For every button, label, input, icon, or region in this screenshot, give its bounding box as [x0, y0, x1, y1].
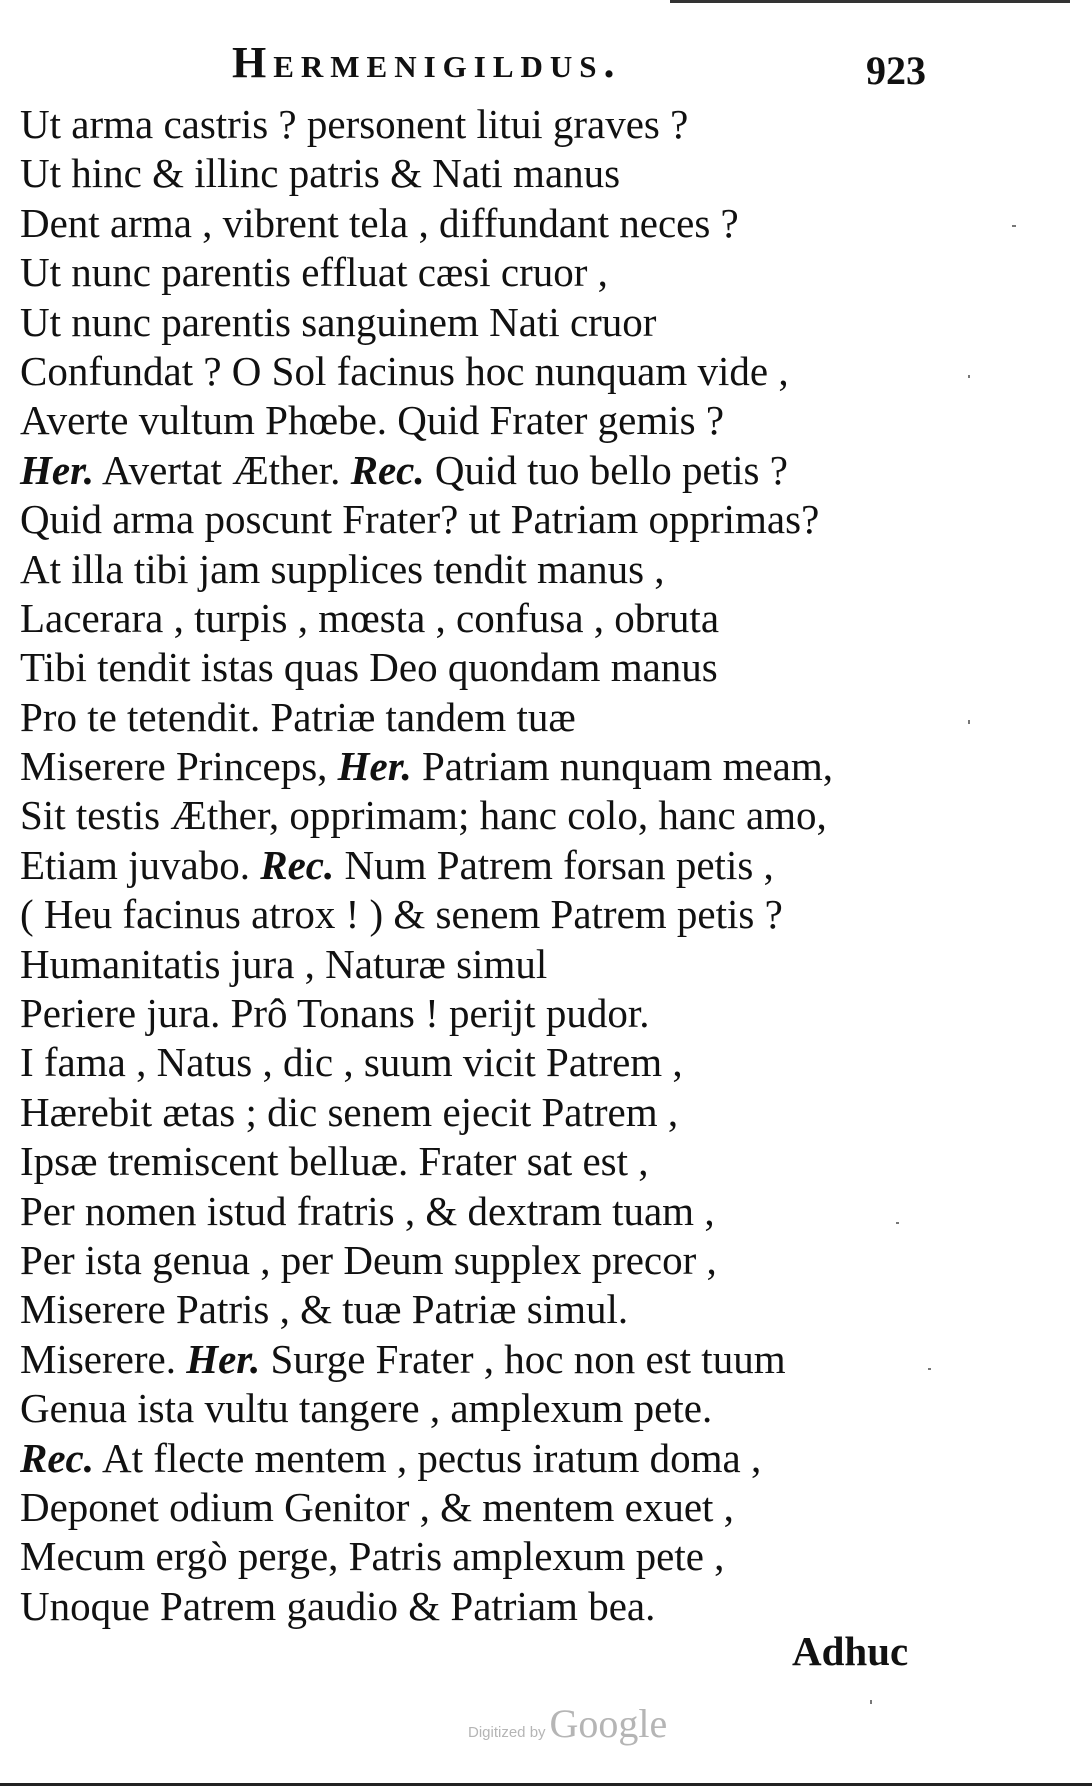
verse-text-segment: Periere jura. Prô Tonans ! perijt pudor. [20, 990, 650, 1037]
speaker-label: Her. [186, 1335, 261, 1382]
digitization-watermark [468, 1702, 667, 1755]
verse-line [20, 1137, 1060, 1186]
verse-text-segment: Miserere Princeps, [20, 743, 328, 790]
catchword: Adhuc [792, 1628, 909, 1674]
top-edge-rule [670, 0, 1070, 3]
verse-line [20, 890, 1060, 939]
verse-line [20, 298, 1060, 347]
ink-speck [896, 1222, 899, 1224]
verse-text-segment: Patriam nunquam meam, [421, 743, 833, 790]
verse-text-segment: Confundat ? O Sol facinus hoc nunquam vide , [20, 347, 789, 394]
verse-text-segment: Avertat Æther. [102, 446, 341, 493]
verse-line [20, 989, 1060, 1038]
verse-line [20, 1088, 1060, 1137]
speaker-label: Rec. [350, 446, 425, 493]
ink-speck [928, 1368, 931, 1370]
verse-line [20, 495, 1060, 544]
verse-line [20, 693, 1060, 742]
ink-speck [968, 375, 970, 378]
verse-text-segment: Tibi tendit istas quas Deo quondam manus [20, 644, 718, 691]
page-header [0, 38, 1092, 93]
verse-text-segment: Per ista genua , per Deum supplex precor , [20, 1236, 717, 1283]
verse-text-segment: At flecte mentem , pectus iratum doma , [102, 1434, 762, 1481]
verse-line [20, 1582, 1060, 1631]
verse-text-segment: Quid arma poscunt Frater? ut Patriam opprimas? [20, 496, 820, 543]
verse-line [20, 791, 1060, 840]
speaker-label: Rec. [260, 841, 335, 888]
verse-text-segment: Surge Frater , hoc non est tuum [270, 1335, 786, 1382]
speaker-label: Her. [20, 446, 95, 493]
ink-speck [968, 720, 970, 724]
verse-line [20, 446, 1060, 495]
verse-text-segment: Lacerara , turpis , mœsta , confusa , obruta [20, 594, 720, 641]
verse-line [20, 1483, 1060, 1532]
verse-text-segment: Num Patrem forsan petis , [344, 841, 774, 888]
verse-line [20, 1038, 1060, 1087]
verse-text-segment: Etiam juvabo. [20, 841, 251, 888]
verse-line [20, 1335, 1060, 1384]
speaker-label: Rec. [20, 1434, 94, 1481]
bottom-edge-rule [0, 1783, 1092, 1786]
verse-text-segment: Averte vultum Phœbe. Quid Frater gemis ? [20, 397, 725, 444]
verse-text-segment: Ut nunc parentis sanguinem Nati cruor [20, 298, 657, 345]
verse-line [20, 643, 1060, 692]
running-title: Hermenigildus. [232, 38, 622, 87]
verse-text-segment: Miserere. [20, 1335, 176, 1382]
verse-line [20, 594, 1060, 643]
verse-line [20, 841, 1060, 890]
verse-line [20, 545, 1060, 594]
speaker-label: Her. [337, 743, 412, 790]
ink-speck [1012, 225, 1016, 227]
verse-line [20, 149, 1060, 198]
verse-text-segment: Per nomen istud fratris , & dextram tuam , [20, 1187, 715, 1234]
verse-text-segment: Pro te tetendit. Patriæ tandem tuæ [20, 693, 576, 740]
verse-line [20, 940, 1060, 989]
verse-text-segment: ( Heu facinus atrox ! ) & senem Patrem petis ? [20, 891, 783, 938]
verse-line [20, 1434, 1060, 1483]
verse-line [20, 1236, 1060, 1285]
ink-speck [870, 1700, 872, 1704]
verse-line [20, 1384, 1060, 1433]
verse-text-segment: Ut nunc parentis effluat cæsi cruor , [20, 249, 608, 296]
verse-text-segment: Ut arma castris ? personent litui graves ? [20, 101, 689, 147]
verse-line [20, 1532, 1060, 1581]
verse-text-segment: Ipsæ tremiscent belluæ. Frater sat est , [20, 1138, 649, 1185]
verse-text-segment: Deponet odium Genitor , & mentem exuet , [20, 1483, 734, 1530]
verse-line [20, 742, 1060, 791]
verse-text-segment: Miserere Patris , & tuæ Patriæ simul. [20, 1286, 629, 1333]
watermark-prefix: Digitized by [468, 1724, 546, 1741]
verse-text-segment: Unoque Patrem gaudio & Patriam bea. [20, 1582, 656, 1629]
verse-text-segment: Hærebit ætas ; dic senem ejecit Patrem , [20, 1088, 679, 1135]
verse-line [20, 396, 1060, 445]
verse-text-segment: Ut hinc & illinc patris & Nati manus [20, 150, 621, 197]
verse-line [20, 1285, 1060, 1334]
verse-text-segment: Quid tuo bello petis ? [434, 446, 788, 493]
verse-line [20, 100, 1060, 149]
verse-text [20, 100, 1060, 1631]
verse-text-segment: I fama , Natus , dic , suum vicit Patrem , [20, 1039, 683, 1086]
verse-text-segment: Dent arma , vibrent tela , diffundant neces ? [20, 199, 739, 246]
verse-line [20, 347, 1060, 396]
watermark-logo: Google [549, 1701, 668, 1746]
verse-line [20, 248, 1060, 297]
verse-text-segment: At illa tibi jam supplices tendit manus , [20, 545, 665, 592]
verse-text-segment: Genua ista vultu tangere , amplexum pete. [20, 1385, 713, 1432]
verse-text-segment: Mecum ergò perge, Patris amplexum pete , [20, 1533, 725, 1580]
verse-line [20, 199, 1060, 248]
verse-text-segment: Humanitatis jura , Naturæ simul [20, 940, 548, 987]
verse-line [20, 1187, 1060, 1236]
verse-text-segment: Sit testis Æther, opprimam; hanc colo, hanc amo, [20, 792, 827, 839]
page-number: 923 [866, 48, 926, 93]
